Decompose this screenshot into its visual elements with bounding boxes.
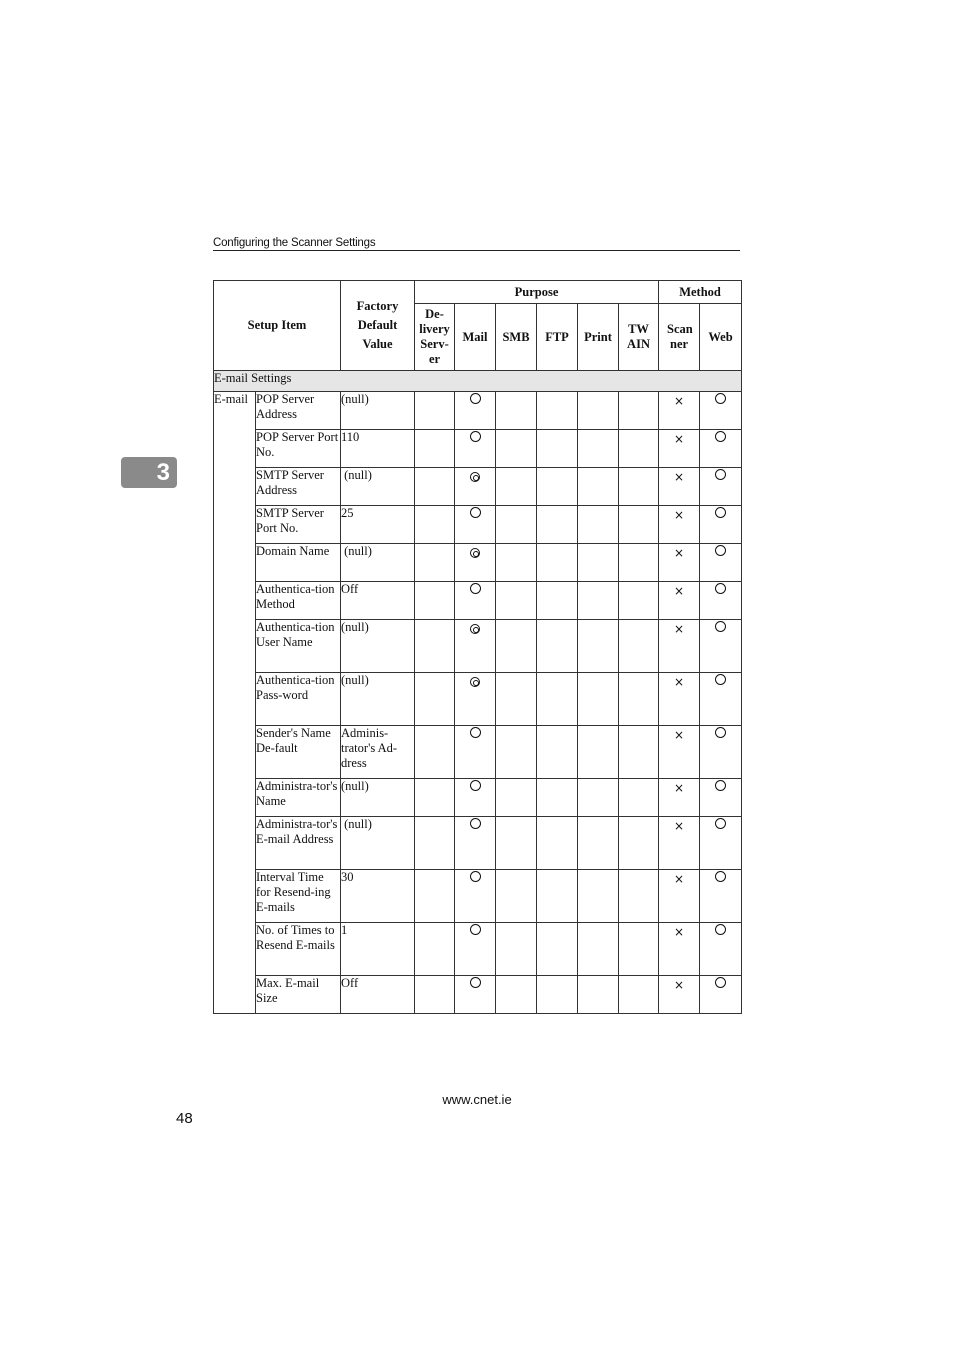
cell-ftp — [537, 620, 578, 673]
header-factory-default: Factory Default Value — [341, 281, 415, 371]
setup-item-name: SMTP Server Address — [256, 468, 341, 506]
cell-smb — [496, 976, 537, 1014]
setup-item-name: Administra-tor's E-mail Address — [256, 817, 341, 870]
cell-mail — [455, 870, 496, 923]
cell-ftp — [537, 673, 578, 726]
cell-delivery-server — [415, 779, 455, 817]
factory-default-value: 1 — [341, 923, 415, 976]
cell-twain — [619, 506, 659, 544]
cell-web — [700, 779, 742, 817]
cell-mail — [455, 976, 496, 1014]
cell-scanner — [659, 430, 700, 468]
cell-ftp — [537, 392, 578, 430]
table-row — [214, 544, 742, 582]
cell-twain — [619, 726, 659, 779]
circle-icon — [470, 507, 481, 518]
cell-print — [578, 392, 619, 430]
cell-web — [700, 582, 742, 620]
factory-default-value: 25 — [341, 506, 415, 544]
factory-default-value: Adminis-trator's Ad-dress — [341, 726, 415, 779]
factory-default-value: 30 — [341, 870, 415, 923]
header-method: Method — [659, 281, 742, 304]
circle-icon — [715, 727, 726, 738]
cell-delivery-server — [415, 620, 455, 673]
cell-smb — [496, 673, 537, 726]
factory-default-value: (null) — [341, 620, 415, 673]
factory-default-value: 110 — [341, 430, 415, 468]
chapter-tab: 3 — [121, 457, 177, 488]
cell-scanner — [659, 673, 700, 726]
setup-item-name: POP Server Port No. — [256, 430, 341, 468]
cell-smb — [496, 582, 537, 620]
table-row — [214, 506, 742, 544]
setup-item-name: Max. E-mail Size — [256, 976, 341, 1014]
factory-default-value: (null) — [341, 673, 415, 726]
cell-delivery-server — [415, 392, 455, 430]
circle-icon — [715, 431, 726, 442]
cell-twain — [619, 582, 659, 620]
cell-print — [578, 726, 619, 779]
circle-icon — [715, 507, 726, 518]
table-row — [214, 468, 742, 506]
table-row — [214, 726, 742, 779]
cell-scanner — [659, 870, 700, 923]
circle-icon — [470, 727, 481, 738]
cell-twain — [619, 923, 659, 976]
circle-icon — [715, 674, 726, 685]
running-head: Configuring the Scanner Settings — [213, 237, 740, 251]
cell-ftp — [537, 582, 578, 620]
cell-web — [700, 392, 742, 430]
cell-scanner — [659, 779, 700, 817]
cell-print — [578, 620, 619, 673]
cell-web — [700, 468, 742, 506]
cell-twain — [619, 620, 659, 673]
header-print: Print — [578, 304, 619, 371]
cell-delivery-server — [415, 923, 455, 976]
cell-twain — [619, 779, 659, 817]
cell-print — [578, 976, 619, 1014]
cell-delivery-server — [415, 430, 455, 468]
cross-icon: × — [674, 432, 685, 446]
cross-icon: × — [674, 394, 685, 408]
cell-scanner — [659, 620, 700, 673]
cell-print — [578, 923, 619, 976]
cell-print — [578, 430, 619, 468]
cell-web — [700, 817, 742, 870]
cell-web — [700, 870, 742, 923]
cell-print — [578, 817, 619, 870]
cross-icon: × — [674, 978, 685, 992]
cell-scanner — [659, 468, 700, 506]
cell-twain — [619, 673, 659, 726]
cell-twain — [619, 430, 659, 468]
cell-web — [700, 726, 742, 779]
cross-icon: × — [674, 584, 685, 598]
cell-twain — [619, 392, 659, 430]
setup-item-name: POP Server Address — [256, 392, 341, 430]
setup-item-name: Sender's Name De-fault — [256, 726, 341, 779]
page-number: 48 — [176, 1110, 193, 1127]
cell-twain — [619, 870, 659, 923]
cell-web — [700, 544, 742, 582]
cell-mail — [455, 923, 496, 976]
cross-icon: × — [674, 872, 685, 886]
cell-delivery-server — [415, 817, 455, 870]
cell-ftp — [537, 506, 578, 544]
circle-icon — [715, 780, 726, 791]
factory-default-value: (null) — [341, 544, 415, 582]
cell-mail — [455, 620, 496, 673]
cell-print — [578, 506, 619, 544]
cell-print — [578, 468, 619, 506]
group-label: E-mail — [214, 392, 256, 1014]
cell-scanner — [659, 544, 700, 582]
circle-icon — [470, 393, 481, 404]
cross-icon: × — [674, 819, 685, 833]
cell-twain — [619, 468, 659, 506]
circle-icon — [715, 393, 726, 404]
circle-icon — [470, 924, 481, 935]
cell-delivery-server — [415, 976, 455, 1014]
circle-icon — [470, 977, 481, 988]
section-title: E-mail Settings — [214, 371, 742, 392]
footer-url: www.cnet.ie — [442, 1092, 512, 1107]
table-row — [214, 673, 742, 726]
header-mail: Mail — [455, 304, 496, 371]
double-circle-icon — [470, 472, 480, 482]
cross-icon: × — [674, 728, 685, 742]
cell-web — [700, 620, 742, 673]
circle-icon — [715, 621, 726, 632]
cross-icon: × — [674, 925, 685, 939]
factory-default-value: (null) — [341, 779, 415, 817]
cell-scanner — [659, 726, 700, 779]
cell-delivery-server — [415, 726, 455, 779]
header-scanner: Scan ner — [659, 304, 700, 371]
setup-item-name: No. of Times to Resend E-mails — [256, 923, 341, 976]
circle-icon — [715, 871, 726, 882]
circle-icon — [470, 583, 481, 594]
cross-icon: × — [674, 508, 685, 522]
cell-smb — [496, 779, 537, 817]
setup-item-name: Authentica-tion Method — [256, 582, 341, 620]
cell-delivery-server — [415, 468, 455, 506]
cell-print — [578, 544, 619, 582]
setup-item-name: Interval Time for Resend-ing E-mails — [256, 870, 341, 923]
cell-smb — [496, 392, 537, 430]
circle-icon — [715, 469, 726, 480]
circle-icon — [470, 780, 481, 791]
setup-item-name: Authentica-tion Pass-word — [256, 673, 341, 726]
header-purpose: Purpose — [415, 281, 659, 304]
cell-web — [700, 923, 742, 976]
cell-smb — [496, 468, 537, 506]
header-delivery-server: De-livery Serv-er — [415, 304, 455, 371]
cell-print — [578, 779, 619, 817]
cell-web — [700, 430, 742, 468]
factory-default-value: Off — [341, 582, 415, 620]
cell-delivery-server — [415, 544, 455, 582]
table-row — [214, 582, 742, 620]
circle-icon — [715, 977, 726, 988]
cell-mail — [455, 817, 496, 870]
cell-scanner — [659, 506, 700, 544]
factory-default-value: (null) — [341, 817, 415, 870]
factory-default-value: (null) — [341, 468, 415, 506]
table-row — [214, 923, 742, 976]
cell-delivery-server — [415, 673, 455, 726]
setup-item-name: Authentica-tion User Name — [256, 620, 341, 673]
cell-mail — [455, 430, 496, 468]
cell-ftp — [537, 923, 578, 976]
circle-icon — [470, 818, 481, 829]
cell-smb — [496, 620, 537, 673]
cell-scanner — [659, 392, 700, 430]
double-circle-icon — [470, 548, 480, 558]
cell-print — [578, 673, 619, 726]
cross-icon: × — [674, 622, 685, 636]
cell-web — [700, 976, 742, 1014]
cell-scanner — [659, 923, 700, 976]
double-circle-icon — [470, 677, 480, 687]
cell-scanner — [659, 582, 700, 620]
setup-item-name: Domain Name — [256, 544, 341, 582]
cross-icon: × — [674, 675, 685, 689]
cell-ftp — [537, 976, 578, 1014]
cell-ftp — [537, 430, 578, 468]
cell-ftp — [537, 544, 578, 582]
cell-smb — [496, 430, 537, 468]
settings-table — [213, 280, 742, 1014]
table-row — [214, 870, 742, 923]
cell-web — [700, 673, 742, 726]
cell-web — [700, 506, 742, 544]
circle-icon — [715, 583, 726, 594]
setup-item-name: SMTP Server Port No. — [256, 506, 341, 544]
table-row — [214, 817, 742, 870]
cell-ftp — [537, 817, 578, 870]
cross-icon: × — [674, 470, 685, 484]
header-twain: TW AIN — [619, 304, 659, 371]
cell-smb — [496, 817, 537, 870]
header-setup-item: Setup Item — [214, 281, 341, 371]
cell-scanner — [659, 976, 700, 1014]
cell-mail — [455, 726, 496, 779]
cell-ftp — [537, 870, 578, 923]
double-circle-icon — [470, 624, 480, 634]
cell-ftp — [537, 779, 578, 817]
circle-icon — [715, 818, 726, 829]
header-ftp: FTP — [537, 304, 578, 371]
cell-smb — [496, 923, 537, 976]
cell-mail — [455, 468, 496, 506]
circle-icon — [715, 924, 726, 935]
circle-icon — [470, 431, 481, 442]
factory-default-value: Off — [341, 976, 415, 1014]
cell-twain — [619, 976, 659, 1014]
table-row — [214, 430, 742, 468]
cell-smb — [496, 726, 537, 779]
table-row — [214, 392, 742, 430]
header-smb: SMB — [496, 304, 537, 371]
table-row — [214, 779, 742, 817]
cell-print — [578, 870, 619, 923]
cell-delivery-server — [415, 870, 455, 923]
cell-mail — [455, 392, 496, 430]
cell-smb — [496, 544, 537, 582]
cross-icon: × — [674, 781, 685, 795]
cross-icon: × — [674, 546, 685, 560]
cell-mail — [455, 582, 496, 620]
cell-twain — [619, 544, 659, 582]
cell-smb — [496, 870, 537, 923]
circle-icon — [715, 545, 726, 556]
header-web: Web — [700, 304, 742, 371]
cell-mail — [455, 779, 496, 817]
cell-smb — [496, 506, 537, 544]
circle-icon — [470, 871, 481, 882]
setup-item-name: Administra-tor's Name — [256, 779, 341, 817]
cell-delivery-server — [415, 506, 455, 544]
cell-mail — [455, 544, 496, 582]
cell-ftp — [537, 726, 578, 779]
cell-print — [578, 582, 619, 620]
table-row — [214, 976, 742, 1014]
factory-default-value: (null) — [341, 392, 415, 430]
table-row — [214, 620, 742, 673]
cell-ftp — [537, 468, 578, 506]
cell-mail — [455, 673, 496, 726]
cell-mail — [455, 506, 496, 544]
cell-twain — [619, 817, 659, 870]
cell-scanner — [659, 817, 700, 870]
cell-delivery-server — [415, 582, 455, 620]
